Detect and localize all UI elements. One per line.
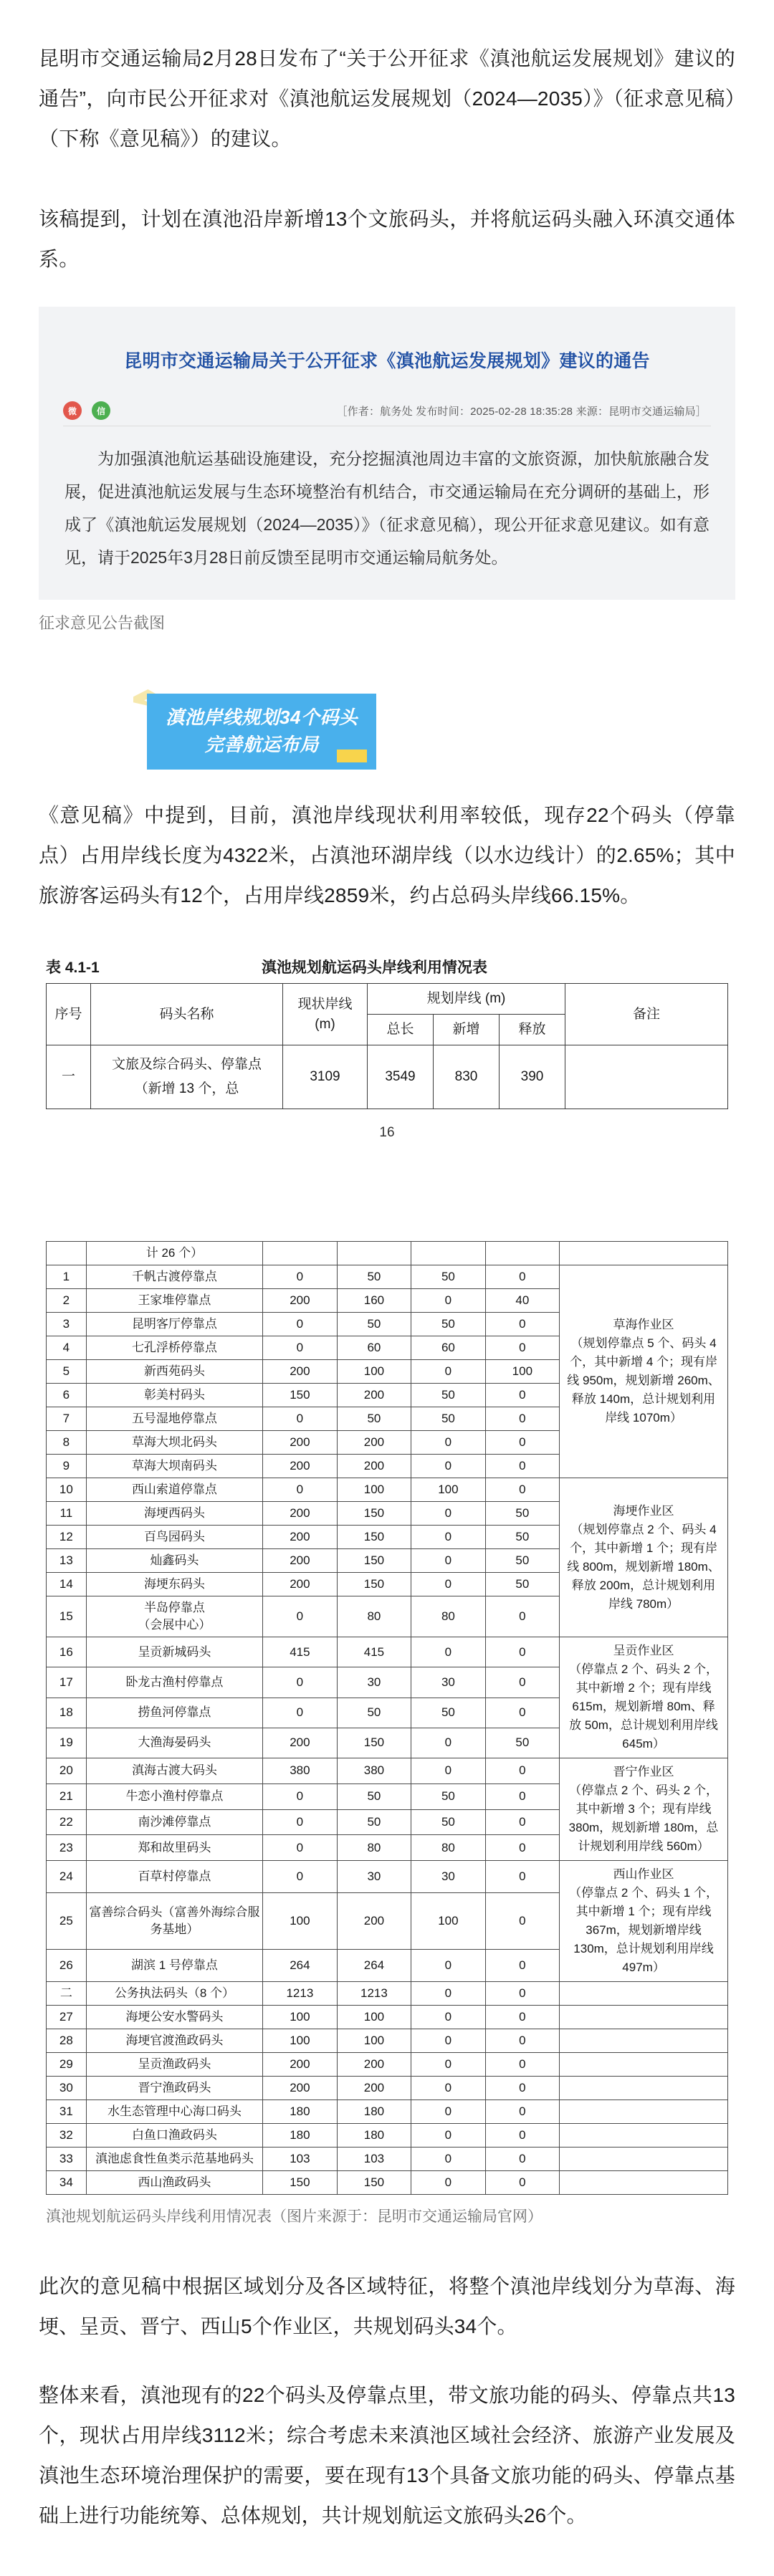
table-cell: 150: [263, 2171, 338, 2195]
table-source-caption: 滇池规划航运码头岸线利用情况表（图片来源于：昆明市交通运输局官网）: [46, 2208, 543, 2225]
table-cell: 0: [411, 1549, 485, 1573]
table-cell: [411, 1242, 485, 1265]
table-cell: 30: [411, 1861, 485, 1893]
table-cell: 33: [47, 2148, 87, 2171]
table-cell: 0: [485, 1455, 559, 1478]
table-docks: [46, 1241, 728, 2195]
table-cell: [47, 1242, 87, 1265]
table-note-cell: [560, 2053, 728, 2077]
table-row: [47, 2148, 728, 2171]
table-cell: 50: [337, 1265, 411, 1289]
table-cell: [485, 1242, 559, 1265]
table-cell: 0: [485, 1982, 559, 2006]
article-paragraph-1: 昆明市交通运输局2月28日发布了“关于公开征求《滇池航运发展规划》建议的通告”，向市民公开征求对《滇池航运发展规划（2024—2035）》（征求意见稿）（下称《意见稿》）的建议。: [39, 47, 735, 150]
table-cell: 0: [263, 1783, 338, 1809]
table-cell: 千帆古渡停靠点: [86, 1265, 262, 1289]
table-cell: 0: [485, 1698, 559, 1728]
table-cell: 一: [47, 1045, 91, 1109]
table-cell: 50: [337, 1809, 411, 1835]
table-cell: 264: [337, 1949, 411, 1981]
table-cell: 150: [337, 2171, 411, 2195]
table-cell: 0: [485, 1596, 559, 1637]
table-cell: 1213: [263, 1982, 338, 2006]
table-cell: 150: [263, 1384, 338, 1407]
table-row: [47, 1045, 728, 1109]
table-row: [47, 2053, 728, 2077]
table-row: [47, 2029, 728, 2053]
table-cell: 0: [485, 1758, 559, 1784]
table-cell: 0: [263, 1835, 338, 1861]
table-cell: 海埂公安水警码头: [86, 2006, 262, 2029]
table-cell: 卧龙古渔村停靠点: [86, 1667, 262, 1698]
table-cell: 60: [411, 1336, 485, 1360]
table-cell: 富善综合码头（富善外海综合服务基地）: [86, 1893, 262, 1949]
table-cell: 0: [485, 1478, 559, 1502]
notice-title: 昆明市交通运输局关于公开征求《滇池航运发展规划》建议的通告: [124, 351, 650, 371]
table-cell: 滇海古渡大码头: [86, 1758, 262, 1784]
table-cell: 0: [485, 1384, 559, 1407]
table-cell: 264: [263, 1949, 338, 1981]
table-cell: 15: [47, 1596, 87, 1637]
table-cell: 180: [337, 2100, 411, 2124]
table-row: [47, 1478, 728, 1502]
table-cell: 50: [337, 1407, 411, 1431]
table-cell: [560, 1242, 728, 1265]
table-411-title: 滇池规划航运码头岸线利用情况表: [261, 959, 487, 976]
table-row: [47, 1982, 728, 2006]
table-note-cell: [560, 2077, 728, 2100]
table-docks-body: [47, 1242, 728, 2195]
table-cell: 0: [411, 2053, 485, 2077]
table-cell: 海埂官渡渔政码头: [86, 2029, 262, 2053]
article-closing-2: 整体来看，滇池现有的22个码头及停靠点里，带文旅功能的码头、停靠点共13个，现状占用岸线3112米；综合考虑未来滇池区域社会经济、旅游产业发展及滇池生态环境治理保护的需要，要在现有13个具备文旅功能的码头、停靠点基础上进行功能统筹、总体规划，共计规划航运文旅码头26个。: [39, 2384, 735, 2527]
table-cell: 西山索道停靠点: [86, 1478, 262, 1502]
table-cell: 0: [485, 1336, 559, 1360]
table-411: [46, 983, 728, 1109]
th-remark: 备注: [565, 984, 728, 1045]
table-cell: 415: [337, 1637, 411, 1667]
table-cell: 80: [411, 1596, 485, 1637]
table-cell: 0: [263, 1861, 338, 1893]
table-cell: 计 26 个）: [86, 1242, 262, 1265]
table-cell: 0: [485, 2029, 559, 2053]
table-cell: 50: [337, 1698, 411, 1728]
table-cell: 百鸟园码头: [86, 1526, 262, 1549]
table-cell: 150: [337, 1549, 411, 1573]
table-cell: 50: [485, 1549, 559, 1573]
table-cell: 100: [337, 2029, 411, 2053]
table-cell: 103: [337, 2148, 411, 2171]
table-cell: [263, 1242, 338, 1265]
table-cell: 18: [47, 1698, 87, 1728]
table-cell: 150: [337, 1526, 411, 1549]
table-note-cell: [560, 2006, 728, 2029]
table-cell: 0: [411, 2006, 485, 2029]
table-cell: 0: [485, 1861, 559, 1893]
th-added: 新增: [434, 1015, 500, 1045]
table-cell: 19: [47, 1728, 87, 1758]
table-cell: 0: [263, 1596, 338, 1637]
table-cell: 50: [411, 1384, 485, 1407]
table-cell: 0: [263, 1265, 338, 1289]
table-cell: 大渔海晏码头: [86, 1728, 262, 1758]
th-total-length: 总长: [368, 1015, 434, 1045]
table-cell: 100: [263, 2006, 338, 2029]
table-cell: 郑和故里码头: [86, 1835, 262, 1861]
table-cell: 白鱼口渔政码头: [86, 2124, 262, 2148]
table-cell: 4: [47, 1336, 87, 1360]
table-row: [47, 2006, 728, 2029]
table-cell: 40: [485, 1289, 559, 1313]
th-released: 释放: [500, 1015, 565, 1045]
table-cell: 29: [47, 2053, 87, 2077]
table-cell: 0: [263, 1407, 338, 1431]
table-cell: 100: [337, 1360, 411, 1384]
table-note-cell: [560, 2029, 728, 2053]
table-cell: 100: [263, 1893, 338, 1949]
table-cell: 0: [411, 1502, 485, 1526]
table-cell: 200: [337, 1431, 411, 1455]
th-planned-shoreline-group: 规划岸线 (m): [368, 984, 565, 1015]
table-411-caption: [46, 956, 728, 983]
table-cell: 百草村停靠点: [86, 1861, 262, 1893]
table-cell: 0: [411, 1289, 485, 1313]
table-cell: 0: [263, 1478, 338, 1502]
table-cell: 2: [47, 1289, 87, 1313]
table-cell: 0: [263, 1698, 338, 1728]
table-cell: 50: [337, 1313, 411, 1336]
table-cell: 28: [47, 2029, 87, 2053]
table-cell: 0: [411, 2171, 485, 2195]
table-cell: 200: [263, 1289, 338, 1313]
table-row: [47, 2100, 728, 2124]
table-cell: 200: [263, 1549, 338, 1573]
table-cell: 捞鱼河停靠点: [86, 1698, 262, 1728]
table-cell: 20: [47, 1758, 87, 1784]
table-note-cell: [560, 1982, 728, 2006]
table-note-cell: [560, 2124, 728, 2148]
table-411-number: 表 4.1-1: [46, 959, 100, 976]
table-cell: 200: [263, 2077, 338, 2100]
table-cell: 13: [47, 1549, 87, 1573]
banner-accent-bar: [337, 750, 367, 762]
table-cell: 0: [411, 2077, 485, 2100]
table-cell: 21: [47, 1783, 87, 1809]
table-cell: 200: [263, 1728, 338, 1758]
table-cell: 0: [485, 1893, 559, 1949]
table-cell: 海埂东码头: [86, 1573, 262, 1596]
table-cell: 24: [47, 1861, 87, 1893]
table-cell: 0: [411, 1431, 485, 1455]
banner-line-1: 滇池岸线规划34个码头: [166, 707, 358, 728]
table-cell: 呈贡新城码头: [86, 1637, 262, 1667]
table-cell: 3109: [283, 1045, 368, 1109]
table-cell: 34: [47, 2171, 87, 2195]
table-cell: 12: [47, 1526, 87, 1549]
table-cell: 25: [47, 1893, 87, 1949]
table-cell: 200: [263, 1573, 338, 1596]
table-cell: 公务执法码头（8 个）: [86, 1982, 262, 2006]
table-cell: 0: [485, 1407, 559, 1431]
table-cell: 50: [411, 1407, 485, 1431]
table-cell: 王家堆停靠点: [86, 1289, 262, 1313]
table-note-cell: [560, 2100, 728, 2124]
table-note-cell: 晋宁作业区 （停靠点 2 个、码头 2 个，其中新增 3 个；现有岸线 380m，规划新增 180m，总计规划利用岸线 560m）: [560, 1758, 728, 1861]
table-cell: 380: [337, 1758, 411, 1784]
table-cell: 103: [263, 2148, 338, 2171]
table-cell: 呈贡渔政码头: [86, 2053, 262, 2077]
table-note-cell: [560, 2171, 728, 2195]
table-cell: 100: [411, 1893, 485, 1949]
table-cell: 0: [485, 2171, 559, 2195]
table-cell: 彰美村码头: [86, 1384, 262, 1407]
table-cell: 80: [411, 1835, 485, 1861]
table-cell: 0: [411, 1526, 485, 1549]
table-cell: 新西苑码头: [86, 1360, 262, 1384]
table-cell: 200: [263, 1502, 338, 1526]
table-cell: 150: [337, 1573, 411, 1596]
table-cell: 0: [411, 1982, 485, 2006]
table-note-cell: [560, 2148, 728, 2171]
table-continuation-row: [47, 1242, 728, 1265]
table-cell: 0: [263, 1313, 338, 1336]
table-cell: 7: [47, 1407, 87, 1431]
table-row: [47, 1265, 728, 1289]
table-cell: 半岛停靠点 （会展中心）: [86, 1596, 262, 1637]
table-cell: 0: [263, 1336, 338, 1360]
table-cell: 200: [337, 2077, 411, 2100]
table-cell: 滇池虑食性鱼类示范基地码头: [86, 2148, 262, 2171]
table-cell: 0: [485, 1667, 559, 1698]
table-cell: 150: [337, 1502, 411, 1526]
table-cell: 9: [47, 1455, 87, 1478]
table-cell: 180: [263, 2124, 338, 2148]
table-cell: 200: [337, 1455, 411, 1478]
table-cell: 8: [47, 1431, 87, 1455]
table-cell: 50: [411, 1783, 485, 1809]
weibo-share-icon[interactable]: 微: [63, 401, 82, 420]
notice-body-text: 为加强滇池航运基础设施建设，充分挖掘滇池周边丰富的文旅资源，加快航旅融合发展，促进滇池航运发展与生态环境整治有机结合，市交通运输局在充分调研的基础上，形成了《滇池航运发展规划（2024—2035）》（征求意见稿），现公开征求意见建议。如有意见，请于2025年3月28日前反馈至昆明市交通运输局航务处。: [64, 449, 710, 567]
table-big-block: [46, 1241, 728, 2195]
table-cell: 17: [47, 1667, 87, 1698]
table-cell: 100: [411, 1478, 485, 1502]
table-cell: 南沙滩停靠点: [86, 1809, 262, 1835]
table-cell: 0: [411, 1360, 485, 1384]
table-cell: 100: [485, 1360, 559, 1384]
table-cell: 390: [500, 1045, 565, 1109]
table-cell: 200: [263, 2053, 338, 2077]
table-cell: [565, 1045, 728, 1109]
section-banner: [0, 681, 774, 767]
table-cell: 二: [47, 1982, 87, 2006]
table-cell: 五号湿地停靠点: [86, 1407, 262, 1431]
table-cell: 22: [47, 1809, 87, 1835]
table-cell: 160: [337, 1289, 411, 1313]
table-cell: 14: [47, 1573, 87, 1596]
table-row: [47, 1758, 728, 1784]
table-row: [47, 1861, 728, 1893]
notice-metadata: ［作者：航务处 发布时间：2025-02-28 18:35:28 来源：昆明市交通运输局］: [336, 405, 707, 418]
table-cell: 50: [485, 1573, 559, 1596]
table-cell: 0: [411, 2029, 485, 2053]
table-cell: 200: [337, 2053, 411, 2077]
table-cell: 16: [47, 1637, 87, 1667]
table-cell: 0: [263, 1809, 338, 1835]
table-cell: 3: [47, 1313, 87, 1336]
table-cell: 晋宁渔政码头: [86, 2077, 262, 2100]
table-cell: 50: [411, 1313, 485, 1336]
table-cell: 草海大坝南码头: [86, 1455, 262, 1478]
table-cell: 200: [337, 1384, 411, 1407]
table-cell: 80: [337, 1835, 411, 1861]
table-cell: 1: [47, 1265, 87, 1289]
table-cell: 200: [263, 1360, 338, 1384]
table-cell: 0: [485, 1313, 559, 1336]
table-cell: 0: [485, 1431, 559, 1455]
table-cell: 100: [337, 1478, 411, 1502]
table-row: [47, 1637, 728, 1667]
table-cell: 灿鑫码头: [86, 1549, 262, 1573]
table-note-cell: 海埂作业区 （规划停靠点 2 个、码头 4 个，其中新增 1 个；现有岸线 800m，规划新增 180m、释放 200m，总计规划利用岸线 780m）: [560, 1478, 728, 1637]
table-cell: 0: [485, 2053, 559, 2077]
table-cell: 七孔浮桥停靠点: [86, 1336, 262, 1360]
table-cell: 415: [263, 1637, 338, 1667]
share-icons: [63, 401, 110, 420]
table-cell: 830: [434, 1045, 500, 1109]
banner-line-2: 完善航运布局: [204, 734, 319, 755]
table-cell: 80: [337, 1596, 411, 1637]
table-411-header-row-1: [47, 984, 728, 1015]
article-paragraph-2: 该稿提到，计划在滇池沿岸新增13个文旅码头，并将航运码头融入环滇交通体系。: [39, 208, 735, 270]
table-cell: 0: [411, 1728, 485, 1758]
table-cell: 6: [47, 1384, 87, 1407]
table-cell: 180: [337, 2124, 411, 2148]
table-cell: 牛恋小渔村停靠点: [86, 1783, 262, 1809]
table-cell: 0: [485, 2006, 559, 2029]
table-cell: 30: [411, 1667, 485, 1698]
table-cell: 水生态管理中心海口码头: [86, 2100, 262, 2124]
table-cell: 西山渔政码头: [86, 2171, 262, 2195]
table-cell: 60: [337, 1336, 411, 1360]
table-cell: 180: [263, 2100, 338, 2124]
table-cell: 150: [337, 1728, 411, 1758]
table-cell: 0: [485, 2077, 559, 2100]
table-cell: 0: [485, 2124, 559, 2148]
table-cell: 100: [263, 2029, 338, 2053]
table-cell: 200: [263, 1455, 338, 1478]
table-cell: 0: [411, 1455, 485, 1478]
notice-caption: 征求意见公告截图: [39, 614, 166, 632]
table-cell: 380: [263, 1758, 338, 1784]
table-cell: 0: [485, 2148, 559, 2171]
th-index: 序号: [47, 984, 91, 1045]
th-current-shoreline: 现状岸线 (m): [283, 984, 368, 1045]
table-cell: 湖滨 1 号停靠点: [86, 1949, 262, 1981]
article-paragraph-3: 《意见稿》中提到，目前，滇池岸线现状利用率较低，现存22个码头（停靠点）占用岸线长度为4322米，占滇池环湖岸线（以水边线计）的2.65%；其中旅游客运码头有12个，占用岸线2859米，约占总码头岸线66.15%。: [39, 804, 735, 906]
table-cell: 50: [485, 1526, 559, 1549]
table-cell: 26: [47, 1949, 87, 1981]
table-411-body: [47, 1045, 728, 1109]
table-note-cell: 呈贡作业区 （停靠点 2 个、码头 2 个，其中新增 2 个；现有岸线 615m，规划新增 80m、释放 50m，总计规划利用岸线 645m）: [560, 1637, 728, 1758]
table-cell: 草海大坝北码头: [86, 1431, 262, 1455]
table-cell: 0: [411, 1637, 485, 1667]
table-cell: 50: [411, 1809, 485, 1835]
table-cell: 30: [337, 1861, 411, 1893]
table-cell: 昆明客厅停靠点: [86, 1313, 262, 1336]
table-cell: 0: [485, 1783, 559, 1809]
table-cell: 0: [411, 2148, 485, 2171]
table-411-block: [46, 956, 728, 1141]
th-dock-name: 码头名称: [91, 984, 283, 1045]
table-cell: 100: [337, 2006, 411, 2029]
article-closing-1: 此次的意见稿中根据区域划分及各区域特征，将整个滇池岸线划分为草海、海埂、呈贡、晋宁、西山5个作业区，共规划码头34个。: [39, 2275, 735, 2337]
table-cell: 0: [411, 1758, 485, 1784]
table-note-cell: 草海作业区 （规划停靠点 5 个、码头 4 个，其中新增 4 个；现有岸线 950m，规划新增 260m、释放 140m，总计规划利用岸线 1070m）: [560, 1265, 728, 1478]
table-cell: 50: [485, 1728, 559, 1758]
wechat-share-icon[interactable]: 信: [92, 401, 110, 420]
table-cell: 0: [485, 1809, 559, 1835]
table-cell: 50: [337, 1783, 411, 1809]
table-cell: 5: [47, 1360, 87, 1384]
table-cell: 0: [411, 1949, 485, 1981]
table-cell: 200: [263, 1526, 338, 1549]
table-cell: 1213: [337, 1982, 411, 2006]
table-cell: 0: [411, 2100, 485, 2124]
table-cell: 0: [485, 1637, 559, 1667]
table-cell: 31: [47, 2100, 87, 2124]
table-cell: 海埂西码头: [86, 1502, 262, 1526]
notice-meta-row: [60, 383, 714, 424]
table-cell: 0: [263, 1667, 338, 1698]
table-cell: 0: [485, 1835, 559, 1861]
table-row: [47, 2124, 728, 2148]
table-cell: 200: [263, 1431, 338, 1455]
table-cell: 30: [47, 2077, 87, 2100]
table-cell: [337, 1242, 411, 1265]
table-cell: 0: [485, 1265, 559, 1289]
table-cell: 0: [411, 1573, 485, 1596]
table-cell: 11: [47, 1502, 87, 1526]
table-cell: 文旅及综合码头、停靠点（新增 13 个，总: [91, 1045, 283, 1109]
table-cell: 3549: [368, 1045, 434, 1109]
table-cell: 50: [411, 1265, 485, 1289]
table-cell: 50: [411, 1698, 485, 1728]
table-cell: 0: [485, 1949, 559, 1981]
table-cell: 30: [337, 1667, 411, 1698]
table-cell: 0: [485, 2100, 559, 2124]
table-row: [47, 2171, 728, 2195]
notice-screenshot-card: [39, 307, 735, 600]
table-cell: 10: [47, 1478, 87, 1502]
table-note-cell: 西山作业区 （停靠点 2 个、码头 1 个，其中新增 1 个；现有岸线 367m，规划新增岸线 130m，总计规划利用岸线 497m）: [560, 1861, 728, 1982]
table-row: [47, 2077, 728, 2100]
table-cell: 23: [47, 1835, 87, 1861]
document-page-number: 16: [379, 1125, 395, 1140]
table-cell: 27: [47, 2006, 87, 2029]
table-cell: 50: [485, 1502, 559, 1526]
table-cell: 0: [411, 2124, 485, 2148]
table-cell: 200: [337, 1893, 411, 1949]
table-cell: 32: [47, 2124, 87, 2148]
